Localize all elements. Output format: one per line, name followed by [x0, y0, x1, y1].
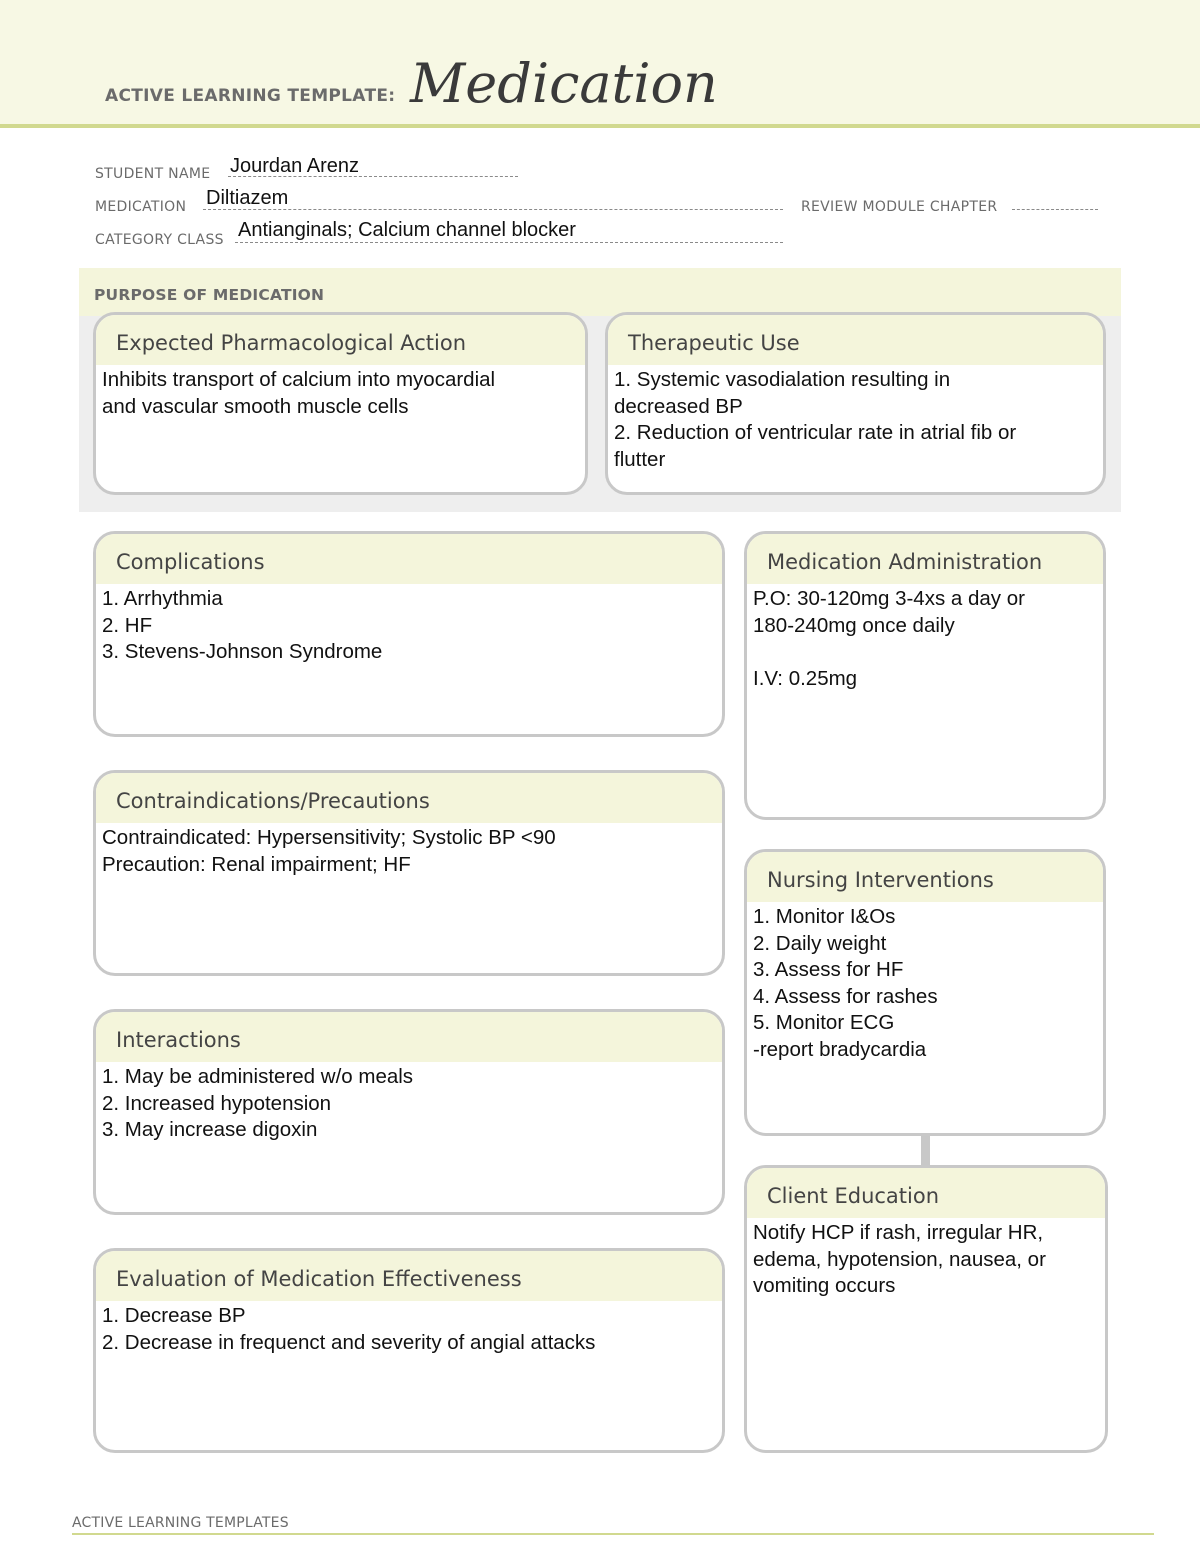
client-education-title: Client Education: [747, 1168, 1105, 1218]
evaluation-box: [93, 1248, 725, 1453]
medication-administration-title: Medication Administration: [747, 534, 1103, 584]
interactions-box: [93, 1009, 725, 1215]
complications-title: Complications: [96, 534, 722, 584]
interactions-title: Interactions: [96, 1012, 722, 1062]
contraindications-box: [93, 770, 725, 976]
nursing-interventions-text[interactable]: 1. Monitor I&Os 2. Daily weight 3. Assess for HF 4. Assess for rashes 5. Monitor ECG -report bradycardia: [753, 905, 938, 1061]
review-module-label: REVIEW MODULE CHAPTER: [801, 199, 998, 215]
therapeutic-use-title: Therapeutic Use: [608, 315, 1103, 365]
template-title: Medication: [410, 52, 718, 115]
template-label: ACTIVE LEARNING TEMPLATE:: [105, 86, 396, 106]
footer-label: ACTIVE LEARNING TEMPLATES: [72, 1515, 289, 1531]
purpose-header: [79, 268, 1121, 316]
client-education-box: [744, 1165, 1108, 1453]
header-divider: [0, 124, 1200, 128]
review-module-line: [1012, 209, 1098, 210]
student-name-label: STUDENT NAME: [95, 166, 211, 182]
evaluation-text[interactable]: 1. Decrease BP 2. Decrease in frequenct and severity of angial attacks: [102, 1304, 596, 1354]
complications-text[interactable]: 1. Arrhythmia 2. HF 3. Stevens-Johnson Syndrome: [102, 587, 383, 663]
interactions-text[interactable]: 1. May be administered w/o meals 2. Increased hypotension 3. May increase digoxin: [102, 1065, 414, 1141]
footer-divider: [72, 1533, 1154, 1535]
expected-action-title: Expected Pharmacological Action: [96, 315, 585, 365]
medication-line: [203, 209, 783, 210]
category-class-field[interactable]: Antianginals; Calcium channel blocker: [238, 219, 576, 241]
medication-field[interactable]: Diltiazem: [206, 187, 289, 209]
nursing-interventions-title: Nursing Interventions: [747, 852, 1103, 902]
complications-box: [93, 531, 725, 737]
category-class-line: [235, 242, 783, 243]
contraindications-title: Contraindications/Precautions: [96, 773, 722, 823]
medication-administration-text[interactable]: P.O: 30-120mg 3-4xs a day or 180-240mg once daily I.V: 0.25mg: [753, 587, 1025, 690]
client-education-text[interactable]: Notify HCP if rash, irregular HR, edema, hypotension, nausea, or vomiting occurs: [753, 1221, 1046, 1297]
therapeutic-use-text[interactable]: 1. Systemic vasodialation resulting in decreased BP 2. Reduction of ventricular rate in atrial fib or flutter: [614, 368, 1017, 471]
contraindications-text[interactable]: Contraindicated: Hypersensitivity; Systolic BP <90 Precaution: Renal impairment; HF: [102, 826, 556, 876]
header-band: [0, 0, 1200, 124]
therapeutic-use-box: [605, 312, 1106, 495]
student-name-field[interactable]: Jourdan Arenz: [230, 155, 359, 177]
category-class-label: CATEGORY CLASS: [95, 232, 224, 248]
medication-administration-box: [744, 531, 1106, 820]
purpose-title: PURPOSE OF MEDICATION: [94, 286, 325, 304]
nursing-interventions-box: [744, 849, 1106, 1136]
expected-action-box: [93, 312, 588, 495]
column-connector: [921, 1133, 930, 1167]
expected-action-text[interactable]: Inhibits transport of calcium into myocardial and vascular smooth muscle cells: [102, 368, 496, 418]
evaluation-title: Evaluation of Medication Effectiveness: [96, 1251, 722, 1301]
medication-label: MEDICATION: [95, 199, 187, 215]
